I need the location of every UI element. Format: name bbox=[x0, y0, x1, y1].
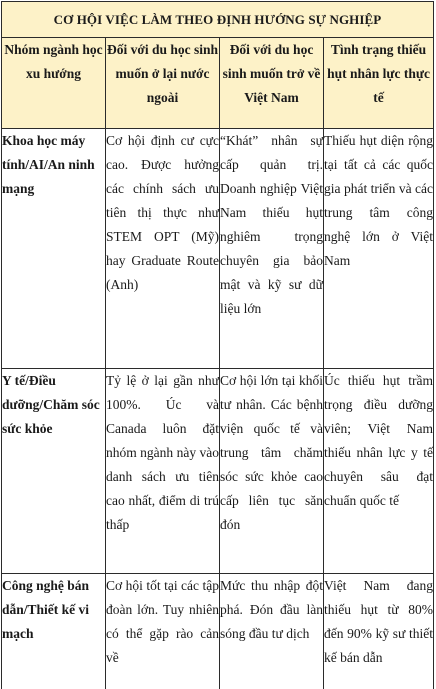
return-vietnam-cell: Cơ hội lớn tại khối tư nhân. Các bệnh viện quốc tế và trung tâm chăm sóc sức khỏe cao cấp liên tục săn đón bbox=[220, 369, 324, 574]
table-row bbox=[2, 129, 434, 369]
shortage-cell: Việt Nam đang thiếu hụt từ 80% đến 90% kỹ sư thiết kế bán dẫn bbox=[324, 574, 434, 689]
field-cell: Công nghệ bán dẫn/Thiết kế vi mạch bbox=[2, 574, 106, 689]
header-return-vietnam: Đối với du học sinh muốn trở về Việt Nam bbox=[220, 38, 324, 129]
field-cell: Khoa học máy tính/AI/An ninh mạng bbox=[2, 129, 106, 369]
stay-abroad-cell: Tỷ lệ ở lại gần như 100%. Úc và Canada luôn đặt nhóm ngành này vào danh sách ưu tiên cao nhất, điểm di trú thấp bbox=[106, 369, 220, 574]
field-cell: Y tế/Điều dưỡng/Chăm sóc sức khỏe bbox=[2, 369, 106, 574]
header-field-group: Nhóm ngành học xu hướng bbox=[2, 38, 106, 129]
table-header-row bbox=[2, 38, 434, 129]
header-labor-shortage: Tình trạng thiếu hụt nhân lực thực tế bbox=[324, 38, 434, 129]
career-opportunity-table bbox=[1, 1, 434, 689]
table-row bbox=[2, 369, 434, 574]
shortage-cell: Thiếu hụt diện rộng tại tất cả các quốc gia phát triển và các trung tâm công nghệ lớn ở Việt Nam bbox=[324, 129, 434, 369]
stay-abroad-cell: Cơ hội định cư cực cao. Được hưởng các chính sách ưu tiên thị thực như STEM OPT (Mỹ) hay Graduate Route (Anh) bbox=[106, 129, 220, 369]
shortage-cell: Úc thiếu hụt trầm trọng điều dưỡng viên; Việt Nam thiếu nhân lực y tế chuyên sâu đạt chuẩn quốc tế bbox=[324, 369, 434, 574]
return-vietnam-cell: Mức thu nhập đột phá. Đón đầu làn sóng đầu tư dịch bbox=[220, 574, 324, 689]
return-vietnam-cell: “Khát” nhân sự cấp quản trị. Doanh nghiệp Việt Nam thiếu hụt nghiêm trọng chuyên gia bảo mật và kỹ sư dữ liệu lớn bbox=[220, 129, 324, 369]
stay-abroad-cell: Cơ hội tốt tại các tập đoàn lớn. Tuy nhiên có thể gặp rào cản về bbox=[106, 574, 220, 689]
table-row bbox=[2, 574, 434, 689]
header-stay-abroad: Đối với du học sinh muốn ở lại nước ngoài bbox=[106, 38, 220, 129]
table-title: CƠ HỘI VIỆC LÀM THEO ĐỊNH HƯỚNG SỰ NGHIỆP bbox=[2, 2, 434, 38]
